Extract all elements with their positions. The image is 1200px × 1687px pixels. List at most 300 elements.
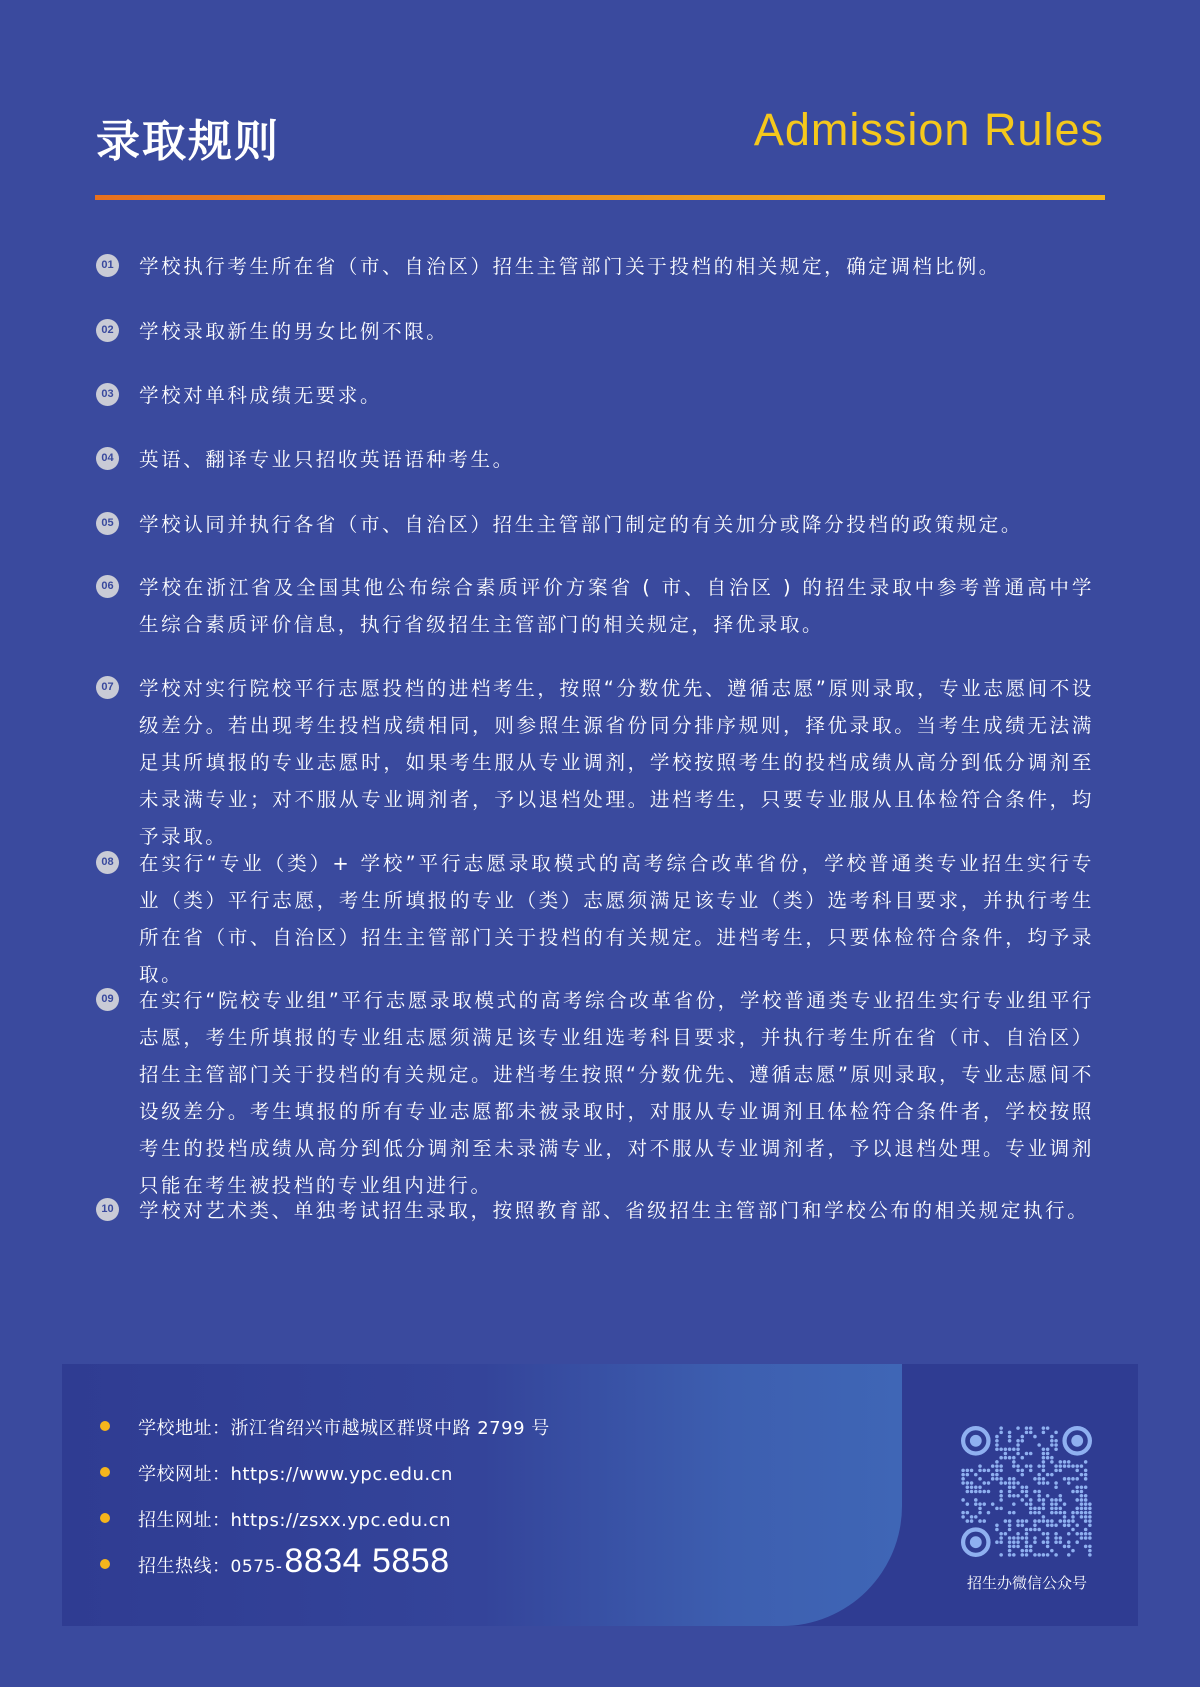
- qr-module: [1050, 1524, 1054, 1528]
- qr-module: [1008, 1519, 1012, 1523]
- qr-module: [1080, 1498, 1084, 1502]
- qr-module: [1054, 1481, 1058, 1485]
- qr-module: [961, 1473, 965, 1477]
- qr-module: [1008, 1494, 1012, 1498]
- qr-module: [1037, 1464, 1041, 1468]
- qr-module: [1071, 1511, 1075, 1515]
- rule-number-badge: 09: [96, 988, 119, 1011]
- qr-module: [1084, 1519, 1088, 1523]
- qr-module: [1084, 1511, 1088, 1515]
- qr-module: [1084, 1507, 1088, 1511]
- qr-module: [1054, 1431, 1058, 1435]
- qr-module: [966, 1485, 970, 1489]
- qr-module: [1059, 1511, 1063, 1515]
- panel-highlight: [62, 1364, 902, 1626]
- qr-module: [1008, 1545, 1012, 1549]
- qr-module: [1042, 1477, 1046, 1481]
- qr-module: [1029, 1452, 1033, 1456]
- qr-module: [1020, 1485, 1024, 1489]
- qr-module: [995, 1443, 999, 1447]
- rule-number-badge: 01: [96, 254, 119, 277]
- qr-module: [1008, 1477, 1012, 1481]
- website-label: 学校网址：: [138, 1464, 231, 1485]
- qr-module: [1067, 1545, 1071, 1549]
- address-label: 学校地址：: [138, 1418, 231, 1439]
- qr-module: [1016, 1536, 1020, 1540]
- qr-module: [970, 1519, 974, 1523]
- qr-module: [987, 1469, 991, 1473]
- qr-module: [1046, 1456, 1050, 1460]
- qr-module: [1033, 1477, 1037, 1481]
- qr-module: [1037, 1519, 1041, 1523]
- qr-module: [991, 1477, 995, 1481]
- qr-module: [1037, 1481, 1041, 1485]
- qr-module: [1088, 1545, 1092, 1549]
- qr-module: [1088, 1507, 1092, 1511]
- qr-module: [1063, 1460, 1067, 1464]
- qr-module: [1054, 1447, 1058, 1451]
- page-title: 录取规则: [96, 116, 280, 167]
- rule-number-badge: 06: [96, 575, 119, 598]
- qr-module: [999, 1507, 1003, 1511]
- qr-module: [1046, 1426, 1050, 1430]
- qr-module: [1012, 1545, 1016, 1549]
- qr-module: [974, 1490, 978, 1494]
- qr-module: [1020, 1536, 1024, 1540]
- admission-site-label: 招生网址：: [138, 1510, 231, 1531]
- qr-module: [970, 1481, 974, 1485]
- qr-module: [1025, 1528, 1029, 1532]
- qr-module: [1046, 1519, 1050, 1523]
- qr-module: [995, 1447, 999, 1451]
- qr-module: [1004, 1532, 1008, 1536]
- qr-module: [1075, 1524, 1079, 1528]
- qr-module: [1071, 1528, 1075, 1532]
- qr-module: [1008, 1435, 1012, 1439]
- qr-module: [1063, 1464, 1067, 1468]
- qr-module: [1075, 1540, 1079, 1544]
- rule-number-badge: 05: [96, 512, 119, 535]
- qr-module: [1025, 1519, 1029, 1523]
- title-divider: [95, 195, 1105, 200]
- qr-module: [1016, 1545, 1020, 1549]
- qr-module: [1020, 1439, 1024, 1443]
- hotline-label: 招生热线：: [138, 1556, 231, 1577]
- qr-module: [1080, 1473, 1084, 1477]
- qr-module: [1063, 1502, 1067, 1506]
- qr-module: [1016, 1469, 1020, 1473]
- qr-module: [1046, 1473, 1050, 1477]
- qr-module: [1033, 1553, 1037, 1557]
- address-row: [100, 1414, 550, 1440]
- qr-module: [1075, 1477, 1079, 1481]
- qr-module: [1012, 1553, 1016, 1557]
- qr-module: [1063, 1477, 1067, 1481]
- website-link[interactable]: https://www.ypc.edu.cn: [230, 1464, 453, 1485]
- qr-module: [961, 1481, 965, 1485]
- qr-module: [1008, 1549, 1012, 1553]
- qr-module: [1025, 1549, 1029, 1553]
- qr-module: [1042, 1447, 1046, 1451]
- qr-finder-dot: [970, 1536, 982, 1548]
- qr-module: [1084, 1485, 1088, 1489]
- qr-module: [1080, 1511, 1084, 1515]
- qr-module: [1016, 1447, 1020, 1451]
- qr-finder-dot: [1071, 1435, 1083, 1447]
- qr-module: [1050, 1549, 1054, 1553]
- qr-module: [978, 1464, 982, 1468]
- page-title-english: Admission Rules: [753, 104, 1104, 155]
- qr-module: [982, 1469, 986, 1473]
- qr-module: [961, 1515, 965, 1519]
- qr-module: [970, 1490, 974, 1494]
- qr-module: [1042, 1498, 1046, 1502]
- qr-module: [1029, 1431, 1033, 1435]
- qr-module: [995, 1439, 999, 1443]
- qr-module: [1046, 1553, 1050, 1557]
- qr-module: [1088, 1549, 1092, 1553]
- rule-text: 学校执行考生所在省（市、自治区）招生主管部门关于投档的相关规定，确定调档比例。: [139, 255, 1001, 278]
- rule-number-badge: 04: [96, 447, 119, 470]
- rule-number-badge: 07: [96, 676, 119, 699]
- qr-module: [1088, 1553, 1092, 1557]
- qr-module: [991, 1502, 995, 1506]
- qr-module: [1054, 1540, 1058, 1544]
- qr-module: [1008, 1456, 1012, 1460]
- qr-module: [1037, 1553, 1041, 1557]
- qr-module: [1042, 1452, 1046, 1456]
- qr-module: [1004, 1447, 1008, 1451]
- qr-module: [1012, 1502, 1016, 1506]
- qr-module: [1054, 1464, 1058, 1468]
- qr-module: [995, 1469, 999, 1473]
- qr-module: [1071, 1519, 1075, 1523]
- qr-module: [970, 1485, 974, 1489]
- qr-module: [1071, 1549, 1075, 1553]
- qr-module: [1008, 1536, 1012, 1540]
- qr-module: [1071, 1515, 1075, 1519]
- qr-module: [1012, 1447, 1016, 1451]
- qr-module: [1050, 1460, 1054, 1464]
- qr-module: [1042, 1426, 1046, 1430]
- qr-module: [974, 1498, 978, 1502]
- qr-module: [1046, 1452, 1050, 1456]
- qr-module: [1020, 1456, 1024, 1460]
- qr-module: [1025, 1540, 1029, 1544]
- qr-module: [999, 1431, 1003, 1435]
- qr-module: [1037, 1473, 1041, 1477]
- qr-module: [995, 1540, 999, 1544]
- qr-module: [978, 1485, 982, 1489]
- qr-module: [1033, 1507, 1037, 1511]
- qr-module: [999, 1532, 1003, 1536]
- qr-module: [1037, 1507, 1041, 1511]
- qr-module: [999, 1498, 1003, 1502]
- qr-module: [1084, 1469, 1088, 1473]
- qr-module: [1012, 1485, 1016, 1489]
- address-value: 浙江省绍兴市越城区群贤中路 2799 号: [230, 1418, 550, 1439]
- qr-module: [1080, 1485, 1084, 1489]
- qr-module: [1008, 1511, 1012, 1515]
- bullet-icon: [100, 1421, 110, 1431]
- qr-module: [1080, 1494, 1084, 1498]
- qr-module: [1042, 1481, 1046, 1485]
- qr-module: [1075, 1485, 1079, 1489]
- qr-module: [1037, 1490, 1041, 1494]
- rule-number-badge: 02: [96, 319, 119, 342]
- qr-module: [1025, 1502, 1029, 1506]
- qr-module: [1071, 1464, 1075, 1468]
- qr-module: [1042, 1507, 1046, 1511]
- rule-number-badge: 03: [96, 383, 119, 406]
- qr-module: [999, 1447, 1003, 1451]
- qr-module: [1046, 1494, 1050, 1498]
- qr-module: [995, 1473, 999, 1477]
- qr-module: [995, 1507, 999, 1511]
- qr-module: [1080, 1490, 1084, 1494]
- qr-module: [966, 1502, 970, 1506]
- qr-module: [1025, 1553, 1029, 1557]
- qr-module: [1025, 1494, 1029, 1498]
- qr-module: [1054, 1511, 1058, 1515]
- qr-module: [1084, 1473, 1088, 1477]
- admission-site-link[interactable]: https://zsxx.ypc.edu.cn: [230, 1510, 452, 1531]
- rule-text: 在实行“院校专业组”平行志愿录取模式的高考综合改革省份，学校普通类专业招生实行专业组平行志愿，考生所填报的专业组志愿须满足该专业组选考科目要求，并执行考生所在省（市、自治区）招生主管部门关于投档的有关规定。进档考生按照“分数优先、遵循志愿”原则录取，专业志愿间不设级差分。考生填报的所有专业志愿都未被录取时，对服从专业调剂且体检符合条件者，学校按照考生的投档成绩从高分到低分调剂至未录满专业，对不服从专业调剂者，予以退档处理。专业调剂只能在考生被投档的专业组内进行。: [139, 989, 1094, 1197]
- qr-module: [982, 1490, 986, 1494]
- qr-module: [1059, 1498, 1063, 1502]
- qr-module: [1037, 1498, 1041, 1502]
- qr-module: [1054, 1536, 1058, 1540]
- qr-module: [1054, 1502, 1058, 1506]
- qr-module: [1054, 1443, 1058, 1447]
- qr-module: [1054, 1507, 1058, 1511]
- qr-module: [1033, 1435, 1037, 1439]
- qr-module: [1054, 1498, 1058, 1502]
- qr-module: [1059, 1507, 1063, 1511]
- qr-module: [1080, 1507, 1084, 1511]
- qr-module: [1004, 1456, 1008, 1460]
- qr-module: [966, 1490, 970, 1494]
- qr-module: [1016, 1494, 1020, 1498]
- qr-module: [999, 1469, 1003, 1473]
- qr-module: [1050, 1502, 1054, 1506]
- qr-module: [1016, 1481, 1020, 1485]
- qr-module: [1059, 1540, 1063, 1544]
- qr-module: [1029, 1469, 1033, 1473]
- qr-module: [1008, 1524, 1012, 1528]
- qr-module: [1042, 1515, 1046, 1519]
- qr-module: [1029, 1498, 1033, 1502]
- qr-module: [982, 1519, 986, 1523]
- rule-text: 学校对单科成绩无要求。: [139, 384, 383, 407]
- qr-module: [1016, 1439, 1020, 1443]
- qr-module: [1029, 1426, 1033, 1430]
- qr-module: [961, 1469, 965, 1473]
- qr-module: [1008, 1439, 1012, 1443]
- qr-module: [1025, 1431, 1029, 1435]
- qr-module: [1016, 1443, 1020, 1447]
- qr-module: [1075, 1507, 1079, 1511]
- qr-module: [1008, 1481, 1012, 1485]
- qr-module: [1025, 1464, 1029, 1468]
- qr-module: [987, 1481, 991, 1485]
- qr-module: [1059, 1536, 1063, 1540]
- qr-module: [1004, 1519, 1008, 1523]
- qr-module: [1046, 1536, 1050, 1540]
- qr-module: [961, 1498, 965, 1502]
- qr-module: [1084, 1515, 1088, 1519]
- qr-module: [1054, 1469, 1058, 1473]
- qr-module: [1080, 1515, 1084, 1519]
- hotline-area-code: 0575-: [230, 1557, 283, 1577]
- qr-module: [1042, 1469, 1046, 1473]
- qr-module: [1033, 1511, 1037, 1515]
- qr-module: [1020, 1549, 1024, 1553]
- qr-module: [995, 1460, 999, 1464]
- qr-module: [966, 1511, 970, 1515]
- qr-module: [1037, 1511, 1041, 1515]
- qr-module: [1012, 1511, 1016, 1515]
- qr-module: [1080, 1502, 1084, 1506]
- qr-module: [978, 1490, 982, 1494]
- qr-module: [1075, 1469, 1079, 1473]
- qr-module: [1088, 1532, 1092, 1536]
- qr-module: [974, 1485, 978, 1489]
- qr-module: [1067, 1481, 1071, 1485]
- rule-number-badge: 10: [96, 1198, 119, 1221]
- qr-module: [1059, 1519, 1063, 1523]
- qr-module: [1016, 1452, 1020, 1456]
- qr-module: [1042, 1456, 1046, 1460]
- qr-module: [970, 1469, 974, 1473]
- qr-module: [1075, 1464, 1079, 1468]
- qr-module: [1020, 1473, 1024, 1477]
- bullet-icon: [100, 1467, 110, 1477]
- qr-module: [1008, 1553, 1012, 1557]
- qr-module: [1016, 1540, 1020, 1544]
- qr-module: [1042, 1431, 1046, 1435]
- qr-module: [1037, 1477, 1041, 1481]
- qr-module: [978, 1502, 982, 1506]
- qr-module: [982, 1481, 986, 1485]
- qr-module: [1075, 1490, 1079, 1494]
- qr-module: [1042, 1553, 1046, 1557]
- qr-module: [966, 1481, 970, 1485]
- qr-module: [1008, 1431, 1012, 1435]
- qr-module: [1042, 1464, 1046, 1468]
- qr-module: [1050, 1519, 1054, 1523]
- qr-module: [1016, 1532, 1020, 1536]
- qr-module: [1084, 1545, 1088, 1549]
- qr-module: [1025, 1490, 1029, 1494]
- qr-module: [1075, 1511, 1079, 1515]
- qr-module: [1046, 1524, 1050, 1528]
- qr-module: [1029, 1511, 1033, 1515]
- qr-module: [999, 1553, 1003, 1557]
- qr-module: [1084, 1460, 1088, 1464]
- qr-module: [1029, 1545, 1033, 1549]
- qr-finder-dot: [970, 1435, 982, 1447]
- qr-module: [1033, 1536, 1037, 1540]
- hotline-number: 8834 5858: [284, 1542, 450, 1580]
- qr-module: [987, 1511, 991, 1515]
- qr-module: [1042, 1532, 1046, 1536]
- qr-module: [1029, 1528, 1033, 1532]
- qr-module: [1046, 1545, 1050, 1549]
- qr-module: [1029, 1464, 1033, 1468]
- qr-module: [1088, 1502, 1092, 1506]
- qr-module: [987, 1490, 991, 1494]
- contact-panel: [62, 1364, 1138, 1626]
- rule-text: 学校对实行院校平行志愿投档的进档考生，按照“分数优先、遵循志愿”原则录取，专业志愿间不设级差分。若出现考生投档成绩相同，则参照生源省份同分排序规则，择优录取。当考生成绩无法满足其所填报的专业志愿时，如果考生服从专业调剂，学校按照考生的投档成绩从高分到低分调剂至未录满专业；对不服从专业调剂者，予以退档处理。进档考生，只要专业服从且体检符合条件，均予录取。: [139, 677, 1094, 848]
- qr-module: [1046, 1447, 1050, 1451]
- qr-module: [978, 1469, 982, 1473]
- rule-text: 学校认同并执行各省（市、自治区）招生主管部门制定的有关加分或降分投档的政策规定。: [139, 513, 1024, 536]
- qr-module: [1050, 1511, 1054, 1515]
- qr-module: [1088, 1536, 1092, 1540]
- qr-module: [1008, 1447, 1012, 1451]
- qr-caption: 招生办微信公众号: [966, 1574, 1087, 1592]
- qr-module: [1063, 1515, 1067, 1519]
- qr-module: [1054, 1439, 1058, 1443]
- qr-module: [1012, 1460, 1016, 1464]
- qr-module: [1012, 1481, 1016, 1485]
- qr-module: [1029, 1507, 1033, 1511]
- qr-module: [1042, 1460, 1046, 1464]
- qr-module: [982, 1502, 986, 1506]
- qr-module: [1059, 1464, 1063, 1468]
- qr-module: [995, 1524, 999, 1528]
- rule-text: 英语、翻译专业只招收英语语种考生。: [139, 448, 515, 471]
- qr-module: [1067, 1532, 1071, 1536]
- qr-module: [1020, 1490, 1024, 1494]
- qr-module: [1084, 1477, 1088, 1481]
- hotline-row: [100, 1542, 450, 1581]
- rule-text: 在实行“专业（类）+ 学校”平行志愿录取模式的高考综合改革省份，学校普通类专业招生实行专业（类）平行志愿，考生所填报的专业（类）志愿须满足该专业（类）选考科目要求，并执行考生所在省（市、自治区）招生主管部门关于投档的有关规定。进档考生，只要体检符合条件，均予录取。: [139, 852, 1094, 986]
- qr-module: [1025, 1536, 1029, 1540]
- qr-module: [1050, 1456, 1054, 1460]
- qr-module: [978, 1519, 982, 1523]
- qr-module: [1084, 1498, 1088, 1502]
- qr-module: [1084, 1536, 1088, 1540]
- qr-module: [1012, 1477, 1016, 1481]
- qr-module: [1088, 1524, 1092, 1528]
- qr-module: [1088, 1519, 1092, 1523]
- qr-module: [1054, 1524, 1058, 1528]
- qr-module: [1050, 1443, 1054, 1447]
- qr-module: [1080, 1464, 1084, 1468]
- qr-module: [1075, 1498, 1079, 1502]
- qr-module: [1016, 1524, 1020, 1528]
- qr-module: [1067, 1460, 1071, 1464]
- qr-module: [1050, 1435, 1054, 1439]
- qr-module: [1067, 1477, 1071, 1481]
- qr-module: [1067, 1464, 1071, 1468]
- rule-text: 学校在浙江省及全国其他公布综合素质评价方案省 ( 市、自治区 ) 的招生录取中参考普通高中学生综合素质评价信息，执行省级招生主管部门的相关规定，择优录取。: [139, 576, 1094, 636]
- qr-module: [1020, 1435, 1024, 1439]
- qr-module: [1025, 1485, 1029, 1489]
- qr-module: [1050, 1498, 1054, 1502]
- qr-module: [966, 1473, 970, 1477]
- qr-module: [1067, 1524, 1071, 1528]
- qr-module: [1025, 1532, 1029, 1536]
- qr-module: [1054, 1553, 1058, 1557]
- qr-module: [999, 1426, 1003, 1430]
- qr-module: [1059, 1469, 1063, 1473]
- rule-text: 学校对艺术类、单独考试招生录取，按照教育部、省级招生主管部门和学校公布的相关规定执行。: [139, 1199, 1090, 1222]
- bullet-icon: [100, 1559, 110, 1569]
- qr-module: [1084, 1494, 1088, 1498]
